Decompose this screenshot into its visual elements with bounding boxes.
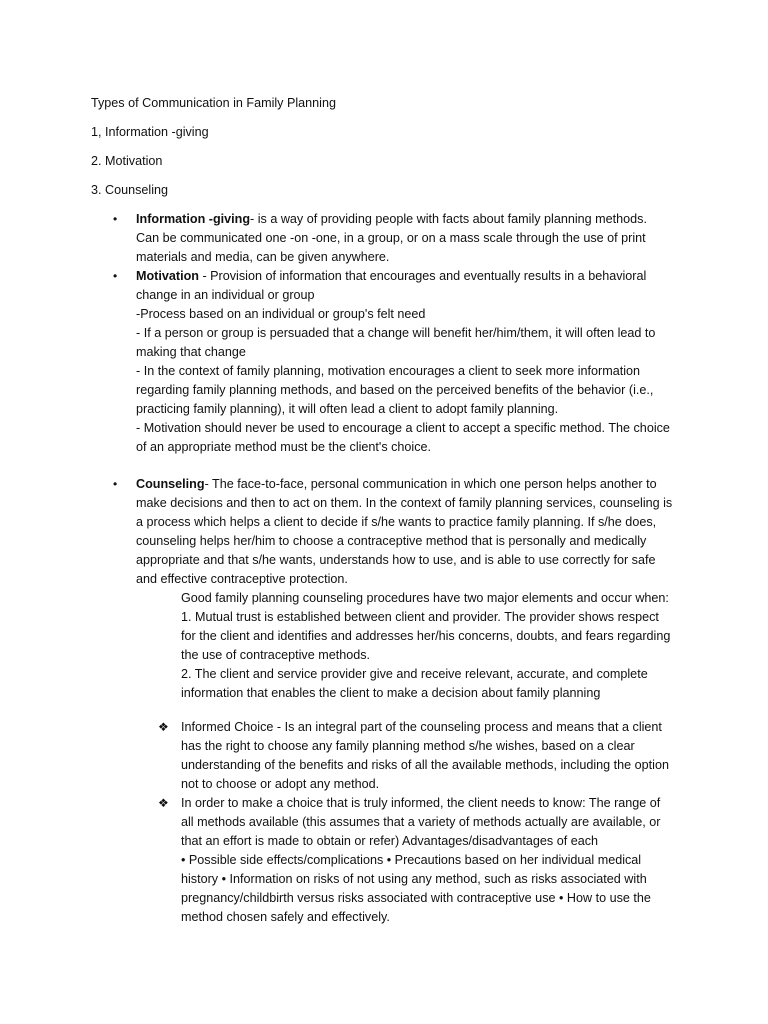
diamond-bullet-icon: ❖: [158, 796, 169, 810]
document-title: Types of Communication in Family Planning: [91, 96, 336, 110]
bullet-icon: •: [113, 269, 118, 283]
counseling-procedures: Good family planning counseling procedures have two major elements and occur when: 1. Mutual trust is established between client and provider. The provider shows respect for the client and identifies and addresses her/his concerns, doubts, and fears regarding the use of contraceptive methods. 2. The client and service provider give and receive relevant, accurate, and complete information that enables the client to make a decision about family planning: [181, 591, 671, 700]
diamond-item-informed-choice: Informed Choice - Is an integral part of the counseling process and means that a client has the right to choose any family planning method s/he wishes, based on a clear understanding of the benefits and risks of all the available methods, including the option not to choose or adopt any method.: [181, 720, 669, 791]
bullet-information-giving: Information -giving- is a way of providing people with facts about family planning methods. Can be communicated one -on -one, in a group, or on a mass scale through the use of print materials and media, can be given anywhere.: [136, 212, 647, 264]
bullet-icon: •: [113, 477, 118, 491]
list-item-1: 1, Information -giving: [91, 125, 209, 139]
bullet-term: Counseling: [136, 477, 205, 491]
diamond-bullet-icon: ❖: [158, 720, 169, 734]
list-item-2: 2. Motivation: [91, 154, 163, 168]
diamond-item-truly-informed: In order to make a choice that is truly informed, the client needs to know: The range of all methods available (this assumes that a variety of methods actually are available, or that an effort is made to obtain or refer) Advantages/disadvantages of each • Possible side effects/complications • Precautions based on her individual medical history • Information on risks of not using any method, such as risks associated with pregnancy/childbirth versus risks associated with contraceptive use • How to use the method chosen safely and effectively.: [181, 796, 661, 924]
bullet-term: Motivation: [136, 269, 199, 283]
bullet-counseling: Counseling- The face-to-face, personal communication in which one person helps another to make decisions and then to act on them. In the context of family planning services, counseling is a process which helps a client to decide if s/he wants to practice family planning. If s/he does, counseling helps her/him to choose a contraceptive method that is personally and medically appropriate and that s/he wants, understands how to use, and is able to use correctly for safe and effective contraceptive protection.: [136, 477, 673, 586]
bullet-motivation: Motivation - Provision of information that encourages and eventually results in a behavioral change in an individual or group -Process based on an individual or group's felt need - If a person or group is persuaded that a change will benefit her/him/them, it will often lead to making that change - In the context of family planning, motivation encourages a client to seek more information regarding family planning methods, and based on the perceived benefits of the behavior (i.e., practicing family planning), it will often lead a client to adopt family planning. - Motivation should never be used to encourage a client to accept a specific method. The choice of an appropriate method must be the client's choice.: [136, 269, 670, 454]
bullet-term: Information -giving: [136, 212, 251, 226]
list-item-3: 3. Counseling: [91, 183, 169, 197]
bullet-icon: •: [113, 212, 118, 226]
